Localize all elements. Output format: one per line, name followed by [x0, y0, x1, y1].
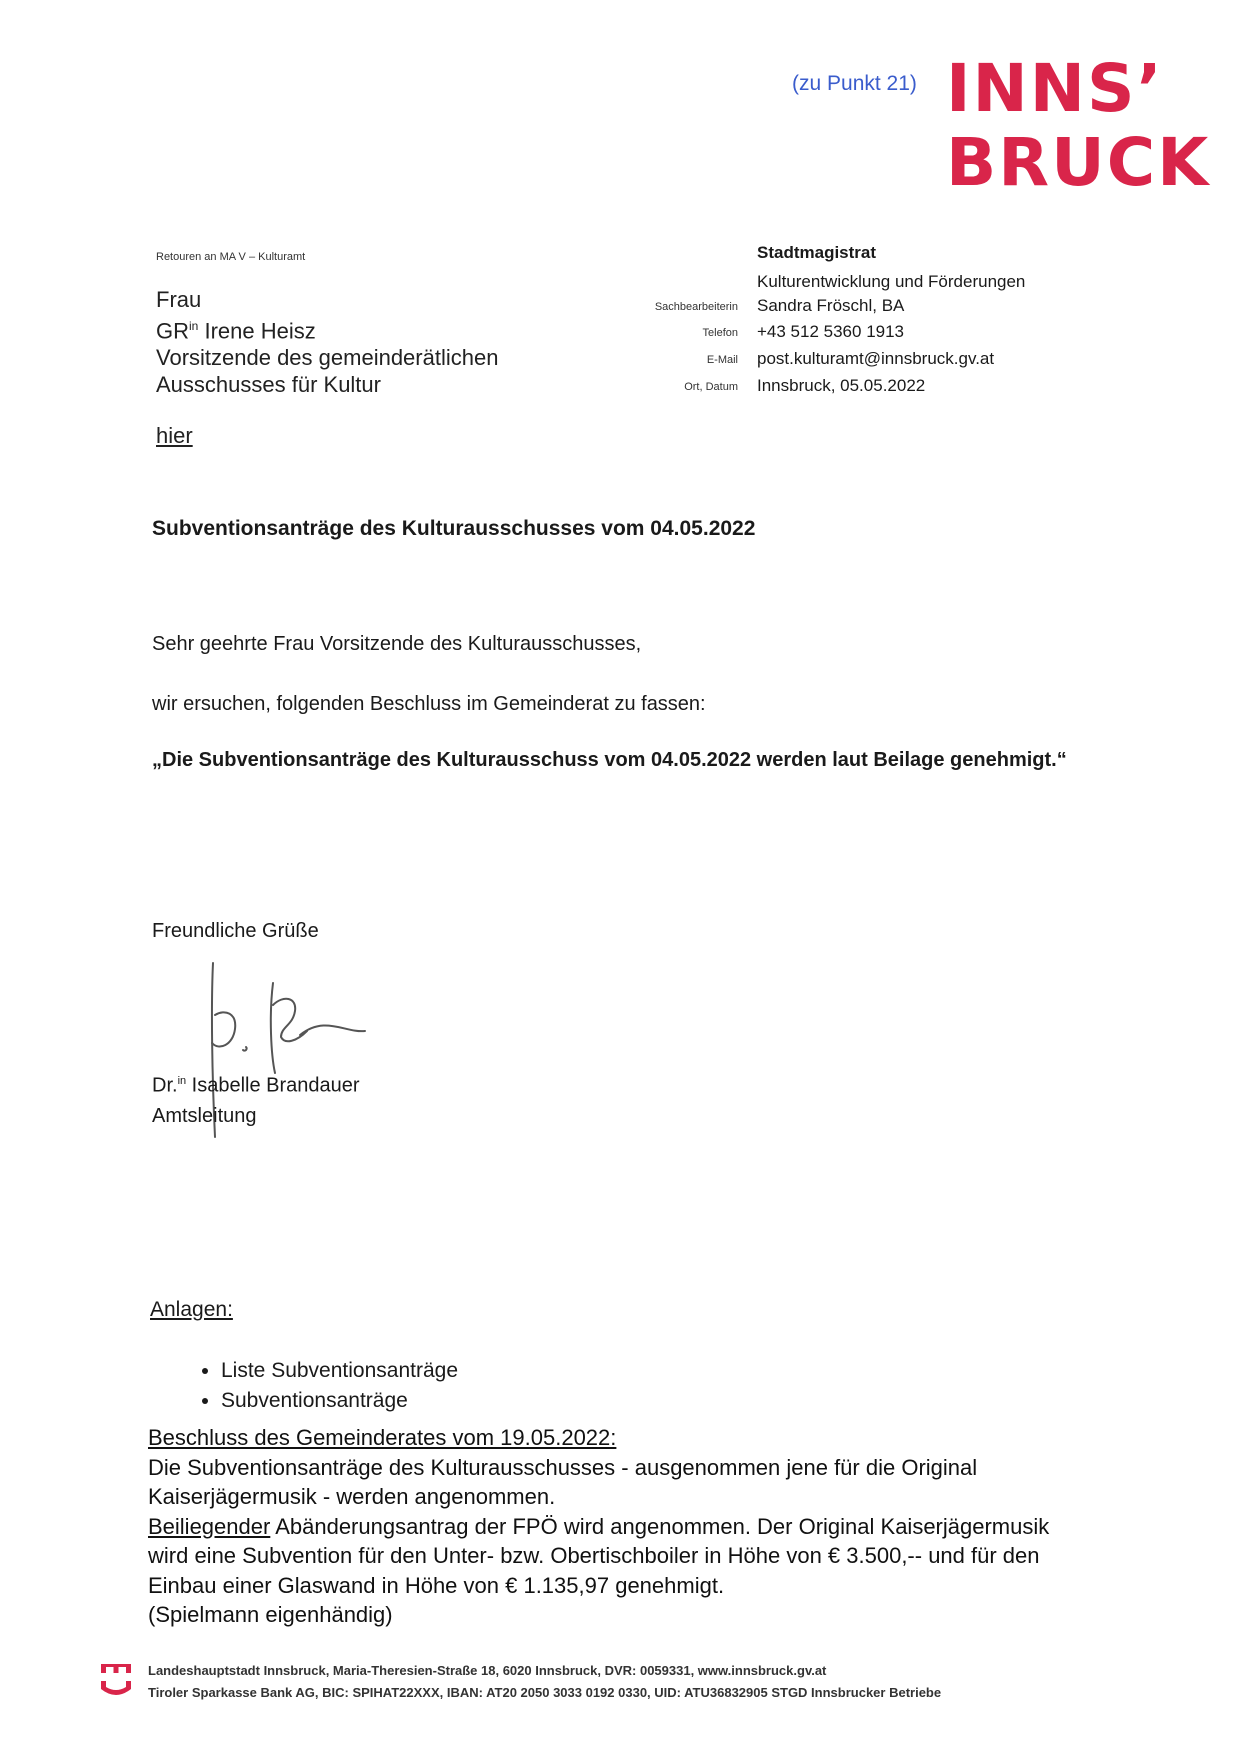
recipient-name: Irene Heisz: [198, 318, 316, 344]
letter-subject: Subventionsanträge des Kulturausschusses vom 04.05.2022: [152, 517, 756, 540]
attachment-item: • Subventionsanträge: [221, 1386, 458, 1416]
decision-heading: Beschluss des Gemeinderates vom 19.05.2022:: [148, 1425, 617, 1450]
signer-name: Isabelle Brandauer: [186, 1074, 360, 1097]
council-decision: [148, 1423, 1088, 1630]
sender-value: Innsbruck, 05.05.2022: [757, 376, 926, 395]
attachments-label: Anlagen:: [150, 1298, 233, 1321]
signer-sup: in: [177, 1075, 187, 1087]
letter-request: wir ersuchen, folgenden Beschluss im Gemeinderat zu fassen:: [152, 693, 706, 715]
signer-name-line: [152, 1066, 360, 1101]
recipient-role-2: Ausschusses für Kultur: [156, 372, 381, 398]
city-emblem-icon: [101, 1663, 131, 1699]
logo-line-2: BRUCK: [946, 124, 1211, 201]
sender-value: +43 512 5360 1913: [757, 322, 905, 341]
sender-label: Sachbearbeiterin: [654, 301, 738, 313]
sender-row-email: [560, 349, 1200, 375]
signer-role: Amtsleitung: [152, 1104, 257, 1127]
resolution-quote: „Die Subventionsanträge des Kulturausschuss vom 04.05.2022 werden laut Beilage genehmigt.“: [152, 749, 1067, 771]
signer-block: [152, 1066, 360, 1131]
return-address: Retouren an MA V – Kulturamt: [156, 251, 306, 263]
footer-line-1: Landeshauptstadt Innsbruck, Maria-Theresien-Straße 18, 6020 Innsbruck, DVR: 0059331, www.innsbruck.gv.at: [148, 1663, 827, 1678]
footer-line-2: Tiroler Sparkasse Bank AG, BIC: SPIHAT22XXX, IBAN: AT20 2050 3033 0192 0330, UID: ATU36832905 STGD Innsbrucker Betriebe: [148, 1685, 942, 1700]
sender-value: post.kulturamt@innsbruck.gv.at: [757, 349, 995, 368]
recipient-address: [156, 286, 498, 398]
decision-rest: Abänderungsantrag der FPÖ wird angenommen. Der Original Kaiserjägermusik wird eine Subvention für den Unter- bzw. Obertischboiler in Höhe von € 3.500,-- und für den Einbau einer Glaswand in Höhe von € 1.135,97 genehmigt.: [148, 1513, 1050, 1598]
footer: [148, 1660, 941, 1704]
attachments-list: [188, 1356, 458, 1416]
sender-department: Kulturentwicklung und Förderungen: [757, 272, 1026, 291]
logo-line-1: INNS’: [946, 50, 1164, 127]
innsbruck-logo: [946, 52, 1210, 200]
attachment-item: • Liste Subventionsanträge: [221, 1356, 458, 1386]
recipient-title: GR: [156, 318, 189, 344]
agenda-reference: (zu Punkt 21): [792, 72, 917, 95]
recipient-location: hier: [156, 423, 193, 448]
sender-row-date: [560, 376, 1200, 402]
letter-salutation: Sehr geehrte Frau Vorsitzende des Kulturausschusses,: [152, 633, 642, 655]
sender-label: Ort, Datum: [684, 381, 738, 393]
signer-prefix: Dr.: [152, 1074, 178, 1097]
sender-row-handler: [560, 296, 1200, 322]
sender-office: Stadtmagistrat: [757, 243, 877, 262]
recipient-salutation: Frau: [156, 287, 202, 312]
sender-label: Telefon: [702, 327, 738, 339]
letter-closing: Freundliche Grüße: [152, 920, 319, 942]
sender-row-phone: [560, 322, 1200, 348]
decision-text-1: Die Subventionsanträge des Kulturausschusses - ausgenommen jene für die Original Kaiserjägermusik - werden angenommen.: [148, 1454, 978, 1509]
sender-label: E-Mail: [706, 354, 738, 366]
sender-value: Sandra Fröschl, BA: [757, 296, 905, 315]
decision-note: (Spielmann eigenhändig): [148, 1602, 393, 1627]
recipient-name-line: [156, 313, 498, 344]
recipient-title-sup: in: [189, 319, 199, 333]
decision-underlined: Beiliegender: [148, 1513, 271, 1539]
decision-text-2: [148, 1512, 1088, 1601]
recipient-role-1: Vorsitzende des gemeinderätlichen: [156, 345, 499, 371]
